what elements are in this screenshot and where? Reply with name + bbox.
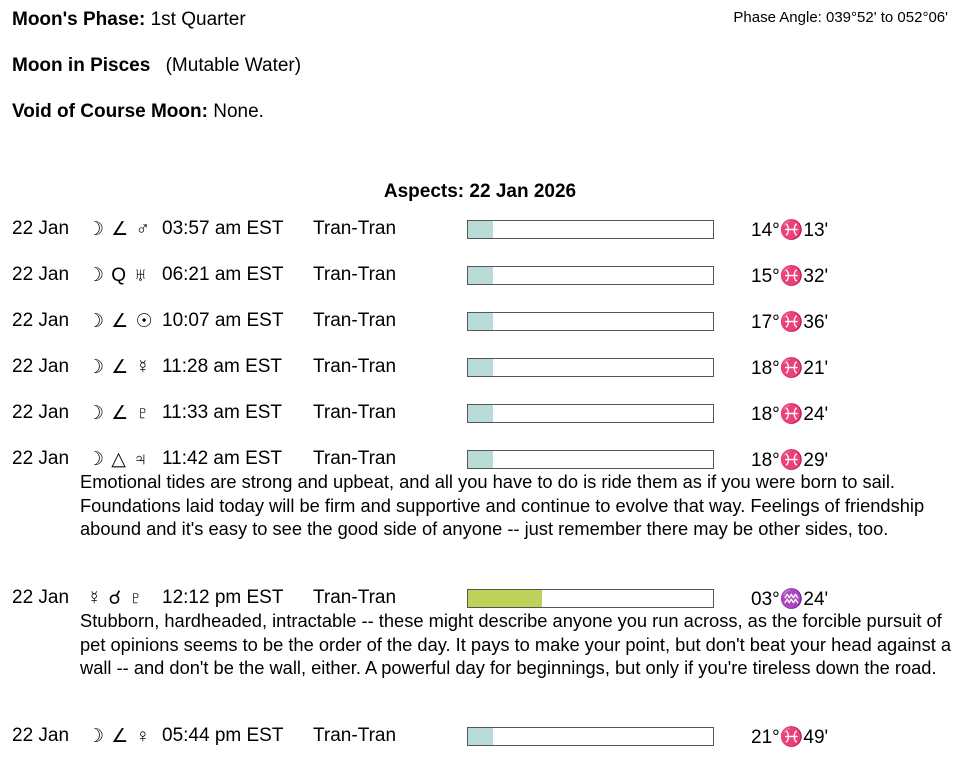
phase-angle-line	[733, 9, 948, 26]
strength-bar-fill	[468, 359, 493, 376]
aspect-type: Tran-Tran	[313, 264, 397, 285]
aspect-position: 18°♓21'	[751, 358, 829, 379]
aspect-type: Tran-Tran	[313, 218, 397, 239]
aspect-description: Stubborn, hardheaded, intractable -- these might describe anyone you run across, as the forcible pursuit of pet opinions seems to be the order of the day. It pays to make your point, but don't beat your head against a wall -- and don't be the wall, either. A powerful day for beginnings, but only if you're tireless down the road.	[80, 610, 952, 678]
strength-bar	[467, 266, 714, 285]
aspect-time: 11:42 am EST	[162, 448, 283, 469]
strength-bar	[467, 450, 714, 469]
aspect-date: 22 Jan	[12, 587, 70, 608]
aspect-time: 10:07 am EST	[162, 310, 284, 331]
moon-phase-label: Moon's Phase:	[12, 9, 146, 30]
strength-bar	[467, 727, 714, 746]
aspect-type: Tran-Tran	[313, 725, 397, 746]
aspect-row	[0, 264, 970, 290]
strength-bar-fill	[468, 221, 493, 238]
moon-sign-line	[12, 55, 301, 77]
strength-bar	[467, 589, 714, 608]
aspect-date: 22 Jan	[12, 264, 70, 285]
aspect-position: 15°♓32'	[751, 266, 829, 287]
aspect-type: Tran-Tran	[313, 310, 397, 331]
strength-bar-fill	[468, 451, 493, 468]
aspect-row	[0, 356, 970, 382]
aspect-time: 11:33 am EST	[162, 402, 283, 423]
void-of-course-value: None.	[213, 101, 264, 122]
strength-bar-fill	[468, 405, 493, 422]
aspect-glyphs: ☽ Q ♅	[87, 265, 149, 286]
aspect-time: 06:21 am EST	[162, 264, 284, 285]
aspect-glyphs: ☽ ∠ ♇	[87, 403, 151, 424]
aspect-glyphs: ☽ ∠ ♂	[87, 219, 151, 240]
strength-bar	[467, 220, 714, 239]
aspect-time: 12:12 pm EST	[162, 587, 284, 608]
aspect-position: 03°♒24'	[751, 589, 829, 610]
aspect-type: Tran-Tran	[313, 448, 397, 469]
phase-angle-label: Phase Angle:	[733, 9, 822, 26]
strength-bar-fill	[468, 728, 493, 745]
aspects-title: Aspects: 22 Jan 2026	[383, 181, 577, 202]
aspect-row	[0, 402, 970, 428]
aspect-glyphs: ☽ ∠ ☉	[87, 311, 154, 332]
moon-phase-line	[12, 9, 246, 31]
aspect-position: 21°♓49'	[751, 727, 829, 748]
aspect-position: 18°♓29'	[751, 450, 829, 471]
aspect-row	[0, 310, 970, 336]
aspect-type: Tran-Tran	[313, 402, 397, 423]
strength-bar-fill	[468, 313, 493, 330]
moon-phase-value: 1st Quarter	[150, 9, 246, 30]
aspect-date: 22 Jan	[12, 402, 70, 423]
aspect-position: 17°♓36'	[751, 312, 829, 333]
aspect-description: Emotional tides are strong and upbeat, and all you have to do is ride them as if you were born to sail. Foundations laid today will be firm and supportive and continue to evolve that way. Feelings of friendship abound and it's easy to see the good side of anyone -- just remember there may be other sides, too.	[80, 471, 925, 539]
aspect-glyphs: ☽ ∠ ☿	[87, 357, 151, 378]
aspect-row	[0, 218, 970, 244]
aspect-position: 14°♓13'	[751, 220, 829, 241]
aspect-date: 22 Jan	[12, 725, 70, 746]
aspect-glyphs: ☿ ☌ ♇	[87, 588, 144, 609]
strength-bar	[467, 404, 714, 423]
aspect-glyphs: ☽ △ ♃	[87, 449, 149, 470]
aspect-date: 22 Jan	[12, 310, 70, 331]
void-of-course-line	[12, 101, 264, 123]
void-of-course-label: Void of Course Moon:	[12, 101, 208, 122]
aspect-date: 22 Jan	[12, 356, 70, 377]
aspect-position: 18°♓24'	[751, 404, 829, 425]
strength-bar-fill	[468, 590, 542, 607]
aspect-row	[0, 725, 970, 751]
strength-bar	[467, 358, 714, 377]
moon-sign-label: Moon in Pisces	[12, 55, 151, 76]
moon-sign-value: (Mutable Water)	[165, 55, 302, 76]
aspect-time: 03:57 am EST	[162, 218, 284, 239]
aspect-type: Tran-Tran	[313, 356, 397, 377]
aspect-date: 22 Jan	[12, 448, 70, 469]
aspect-type: Tran-Tran	[313, 587, 397, 608]
strength-bar	[467, 312, 714, 331]
aspect-glyphs: ☽ ∠ ♀	[87, 726, 151, 747]
strength-bar-fill	[468, 267, 493, 284]
aspect-date: 22 Jan	[12, 218, 70, 239]
phase-angle-value: 039°52' to 052°06'	[826, 9, 948, 26]
aspect-time: 11:28 am EST	[162, 356, 283, 377]
aspect-time: 05:44 pm EST	[162, 725, 284, 746]
